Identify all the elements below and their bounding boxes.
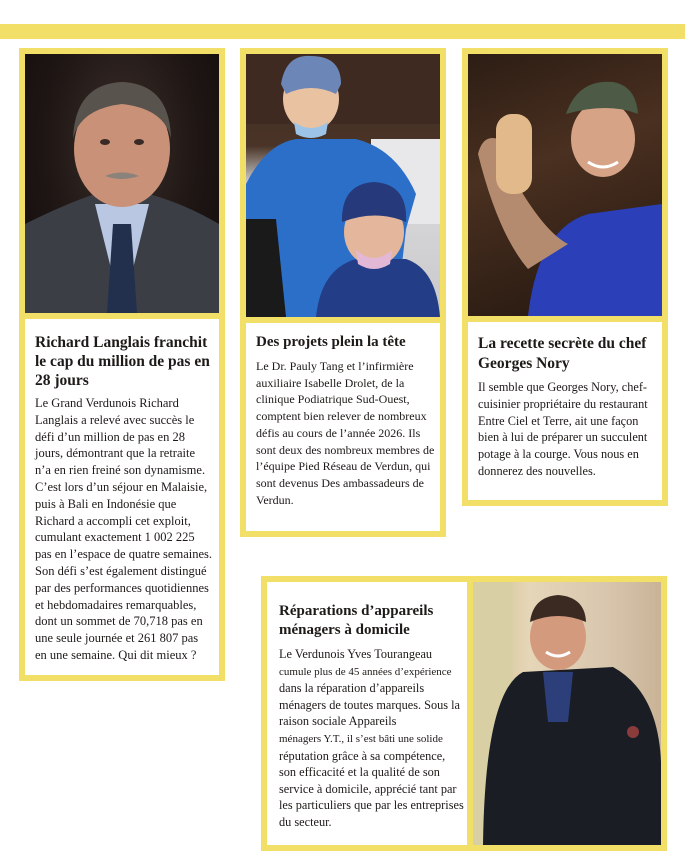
article-text bbox=[478, 334, 658, 480]
article-body: Le Dr. Pauly Tang et l’infirmière auxiliaire Isabelle Drolet, de la clinique Podiatrique Sud-Ouest, comptent bien relever de nombreux défis au cours de l’année 2026. Ils sont deux des nombreux membres de l’équipe Pied Réseau de Verdun, qui sont devenus Des ambassadeurs de Verdun. bbox=[256, 359, 435, 507]
article-body: Il semble que Georges Nory, chef-cuisinier propriétaire du restaurant Entre Ciel et Terre, ait une façon bien à lui de préparer un succulent potage à la courge. Vous nous en donnerez des nouvelles. bbox=[478, 380, 648, 478]
article-card-richard-langlais bbox=[19, 48, 225, 681]
article-card-projets bbox=[240, 48, 446, 537]
body-line: dans la réparation d’appareils ménagers de toutes marques. Sous la raison sociale Appareils bbox=[279, 681, 460, 729]
portrait-illustration bbox=[25, 54, 219, 313]
article-body bbox=[279, 646, 464, 831]
two-women-illustration bbox=[246, 54, 440, 317]
photo-georges-nory bbox=[468, 54, 662, 316]
body-line: ménagers Y.T., il s’est bâti une solide bbox=[279, 732, 443, 745]
photo-divider bbox=[246, 317, 440, 323]
photo-richard-langlais bbox=[25, 54, 219, 313]
chef-illustration bbox=[468, 54, 662, 316]
photo-yves-tourangeau bbox=[473, 582, 661, 845]
article-text bbox=[35, 333, 213, 664]
body-line: cumule plus de 45 années d’expérience bbox=[279, 665, 452, 678]
body-line: réputation grâce à sa compétence, son efficacité et la qualité de son service à domicile, apprécié tant par les particuliers que par les entreprises du secteur. bbox=[279, 748, 464, 829]
article-title: Réparations d’appareils ménagers à domicile bbox=[279, 603, 434, 638]
article-card-georges-nory bbox=[462, 48, 668, 506]
article-title: Richard Langlais franchit le cap du million de pas en 28 jours bbox=[35, 334, 210, 389]
article-card-yves-tourangeau bbox=[261, 576, 667, 851]
body-line: Le Verdunois Yves Tourangeau bbox=[279, 647, 433, 661]
article-text bbox=[279, 602, 464, 831]
top-accent-bar bbox=[0, 24, 685, 39]
photo-divider bbox=[468, 316, 662, 322]
photo-divider bbox=[25, 313, 219, 319]
article-body: Le Grand Verdunois Richard Langlais a relevé avec succès le défi d’un million de pas en 28 jours, démontrant que la retraite n’a en rien freiné son dynamisme. C’est lors d’un séjour en Malaisie, puis à Bali en Indonésie que Richard a accompli cet exploit, cumulant exactement 1 002 225 pas en l’espace de quatre semaines. Son défi s’est également distingué par des performances quotidiennes et hebdomadaires remarquables, dont un sommet de 70,718 pas en une seule journée et 261 807 pas en une semaine. Qui dit mieux ? bbox=[35, 396, 213, 662]
article-title: La recette secrète du chef Georges Nory bbox=[478, 335, 647, 372]
article-title: Des projets plein la tête bbox=[256, 334, 406, 350]
repairman-illustration bbox=[473, 582, 661, 845]
article-text bbox=[256, 333, 436, 508]
photo-pauly-tang-isabelle-drolet bbox=[246, 54, 440, 317]
